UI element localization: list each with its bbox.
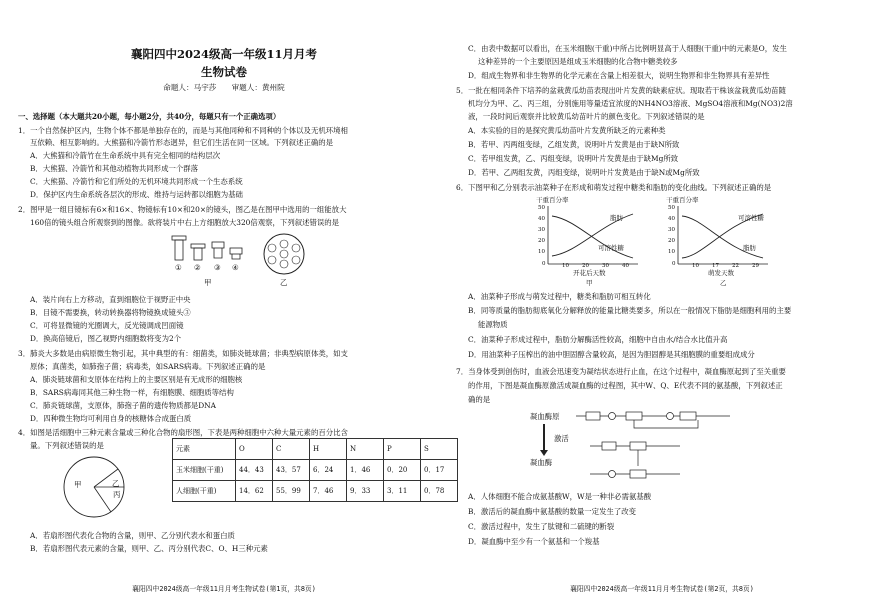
q6-option-a: A．油菜种子形成与萌发过程中，糖类和脂肪可相互转化 (468, 292, 651, 301)
table-header-row (173, 439, 458, 460)
figure-caption-yi: 乙 (280, 278, 288, 287)
tick-label: 40 (622, 263, 629, 269)
q2-stem-line: 160倍的镜头组合所观察到的图像。欲将装片中右上方细胞放大320倍观察，下列叙述错误的是 (30, 218, 340, 227)
tick-label: 40 (538, 216, 545, 222)
chart-a-caption: 甲 (586, 279, 593, 287)
label-prothrombin: 凝血酶原 (530, 412, 560, 421)
q6-option-d: D．用油菜种子压榨出的油中胆固醇含量较高，是因为胆固醇是其细胞膜的重要组成成分 (468, 350, 755, 359)
microscope-figure (164, 232, 314, 290)
exam-authors: 命题人：马宇莎 审题人：黄州院 (163, 83, 285, 92)
tick-label: 20 (668, 238, 675, 244)
tick-label: 20 (538, 238, 545, 244)
table-cell: 人细胞(干重) (173, 481, 236, 502)
q4-option-c-cont: 这种差异的一个主要原因是组成玉米细胞的化合物中糖类较多 (478, 57, 678, 66)
table-cell: 0．78 (421, 481, 458, 502)
tick-label: 30 (538, 227, 545, 233)
tick-label: 40 (668, 216, 675, 222)
q3-option-a: A．肺炎链球菌和支原体在结构上的主要区别是有无成形的细胞核 (30, 375, 243, 384)
page-footer-2: 襄阳四中2024级高一年级11月月考生物试卷(第2页，共8页) (570, 585, 754, 593)
pie-chart (56, 452, 136, 522)
q6-option-c: C．油菜种子形成过程中，脂肪分解酶活性较高，细胞中自由水/结合水比值升高 (468, 335, 728, 344)
chart-b-curve1: 可溶性糖 (738, 214, 764, 222)
tick-label: 17 (712, 263, 719, 269)
tick-label: 10 (538, 249, 545, 255)
q4-option-b: B．若扇形图代表元素的含量，则甲、乙、丙分别代表C、O、H三种元素 (30, 544, 268, 553)
table-cell: 6．24 (310, 460, 347, 481)
table-cell: 44．43 (236, 460, 273, 481)
q7-option-b: B．激活后的凝血酶中氨基酸的数量一定发生了改变 (468, 507, 637, 516)
lens-drawing (164, 232, 314, 290)
table-cell: 9．33 (347, 481, 384, 502)
table-cell: 7．46 (310, 481, 347, 502)
left-page (14, 0, 445, 602)
table-row (173, 460, 458, 481)
q7-stem-line: 的作用，下图是凝血酶原激活成凝血酶的过程图，其中W、Q、E代表不同的氨基酸，下列叙述正 (468, 381, 783, 390)
q5-option-c: C．若甲组发黄，乙、丙组变绿，说明叶片发黄是由于缺Mg所致 (468, 154, 679, 163)
table-cell: 55．99 (273, 481, 310, 502)
tick-label: 20 (582, 263, 589, 269)
q4-stem-line: 4．如图是活细胞中三种元素含量或三种化合物的扇形图，下表是两种细胞中六种大量元素的百分比含 (18, 428, 348, 437)
tick-label: 10 (562, 263, 569, 269)
label-thrombin: 凝血酶 (530, 458, 553, 467)
tick-label: 50 (668, 205, 675, 211)
exam-subtitle: 生物试卷 (201, 65, 247, 79)
tick-label: 50 (538, 205, 545, 211)
q1-option-a: A．大熊猫和冷箭竹在生命系统中具有完全相同的结构层次 (30, 151, 221, 160)
curve-charts (528, 196, 788, 290)
chart-b-ylabel: 干重百分率 (666, 196, 699, 204)
pie-figure (56, 452, 136, 522)
table-cell: 14．62 (236, 481, 273, 502)
q6-option-b: B．同等质量的脂肪彻底氧化分解释放的能量比糖类要多，所以在一般情况下脂肪是细胞利用的主要 (468, 306, 792, 315)
q6-stem-line: 6．下图甲和乙分别表示油菜种子在形成和萌发过程中糖类和脂肪的变化曲线。下列叙述正确的是 (456, 183, 772, 192)
table-cell: 1．46 (347, 460, 384, 481)
tick-label: 10 (692, 263, 699, 269)
table-header-cell: H (310, 439, 347, 460)
q5-option-b: B．若甲、丙两组变绿，乙组发黄，说明叶片发黄是由于缺N所致 (468, 140, 680, 149)
q4-option-d: D．组成生物界和非生物界的化学元素在含量上相差很大，说明生物界和非生物界具有差异性 (468, 71, 770, 80)
tick-label: 29 (752, 263, 759, 269)
table-row (173, 481, 458, 502)
chart-b-caption: 乙 (720, 279, 727, 287)
tick-label: 22 (732, 263, 739, 269)
oilseed-charts (528, 196, 788, 290)
q2-option-b: B．目镜不需要换，转动转换器将物镜换成镜头③ (30, 308, 191, 317)
table-header-cell: N (347, 439, 384, 460)
q3-option-c: C．肺炎链球菌，支原体，肺孢子菌的遗传物质都是DNA (30, 401, 216, 410)
q4-option-a: A．若扇形图代表化合物的含量，则甲、乙分别代表水和蛋白质 (30, 531, 235, 540)
q5-stem-line: 5．一批在相同条件下培养的盆栽黄瓜幼苗表现出叶片发黄的缺素症状。现取若干株该盆栽黄瓜幼苗随 (456, 86, 786, 95)
q2-stem-line: 2．图甲是一组目镜标有6×和16×、物镜标有10×和20×的镜头，图乙是在图甲中选用的一组能放大 (18, 205, 347, 214)
lens-label: ④ (232, 263, 239, 272)
table-header-cell: 元素 (173, 439, 236, 460)
tick-label: 30 (668, 227, 675, 233)
q3-option-d: D．四种微生物均可利用自身的核糖体合成蛋白质 (30, 414, 192, 423)
q5-option-d: D．若甲、乙两组发黄，丙组变绿，说明叶片发黄是由于缺N或Mg所致 (468, 168, 700, 177)
lens-label: ② (194, 263, 201, 272)
table-header-cell: C (273, 439, 310, 460)
chart-a-xlabel: 开花后天数 (573, 269, 606, 277)
q6-option-b-cont: 能源物质 (478, 320, 508, 329)
chart-a-curve1: 脂肪 (610, 214, 623, 222)
q7-stem-line: 确的是 (468, 395, 491, 404)
exam-title: 襄阳四中2024级高一年级11月月考 (130, 47, 317, 61)
q1-stem-line: 互依赖、相互影响的。大熊猫和冷箭竹形态迥异，但它们生活在同一区域。下列叙述正确的是 (30, 138, 334, 147)
label-activation: 激活 (554, 434, 569, 443)
q1-option-d: D．保护区内生命系统各层次的形成、维持与运转都以细胞为基础 (30, 190, 243, 199)
q7-option-a: A．人体细胞不能合成氨基酸W，W是一种非必需氨基酸 (468, 492, 652, 501)
q4-stem-line: 量。下列叙述错误的是 (30, 441, 104, 450)
q3-option-b: B．SARS病毒同其他三种生物一样，有细胞膜、细胞质等结构 (30, 388, 234, 397)
q7-option-c: C．激活过程中，发生了肽键和二硫键的断裂 (468, 522, 615, 531)
q5-option-a: A．本实验的目的是探究黄瓜幼苗叶片发黄所缺乏的元素种类 (468, 126, 666, 135)
q5-stem-line: 液，一段时间后观察并比较黄瓜幼苗叶片的颜色变化。下列叙述错误的是 (468, 112, 705, 121)
tick-label: 10 (668, 249, 675, 255)
pie-label-bing: 丙 (113, 490, 121, 499)
pie-label-jia: 甲 (74, 480, 82, 489)
q3-stem-line: 3．肺炎大多数是由病原微生物引起，其中典型的有：细菌类，如肺炎链球菌；非典型病原体类，如支 (18, 349, 348, 358)
section-heading: 一、选择题（本大题共20小题，每小题2分，共40分，每题只有一个正确选项） (18, 112, 281, 121)
tick-label: 30 (602, 263, 609, 269)
right-page (452, 0, 870, 602)
q2-option-c: C．可将显微镜的光圈调大，反光镜调成凹面镜 (30, 321, 184, 330)
chart-a-ylabel: 干重百分率 (536, 196, 569, 204)
q5-stem-line: 机均分为甲、乙、丙三组，分别施用等量适宜浓度的NH4NO3溶液、MgSO4溶液和Mg(NO3)2溶 (468, 99, 793, 108)
tick-label: 0 (542, 261, 546, 267)
lens-label: ① (175, 263, 182, 272)
table-header-cell: S (421, 439, 458, 460)
q2-option-a: A．装片向右上方移动，直到细胞位于视野正中央 (30, 295, 191, 304)
q3-stem-line: 原体；真菌类，如肺孢子菌；病毒类，如SARS病毒。下列叙述正确的是 (30, 362, 266, 371)
table-cell: 玉米细胞(干重) (173, 460, 236, 481)
q1-stem-line: 1．一个自然保护区内，生物个体不都是单独存在的，而是与其他同种和不同种的个体以及无机环境相 (18, 126, 348, 135)
q1-option-c: C．大熊猫、冷箭竹和它们所处的无机环境共同形成一个生态系统 (30, 177, 243, 186)
chart-b-curve2: 脂肪 (743, 244, 756, 252)
q1-option-b: B．大熊猫、冷箭竹和其他动植物共同形成一个群落 (30, 164, 199, 173)
table-header-cell: O (236, 439, 273, 460)
q7-stem-line: 7．当身体受到创伤时，血液会迅速变为凝结状态进行止血，在这个过程中，凝血酶原起到了至关重要 (456, 367, 786, 376)
tick-label: 0 (672, 261, 676, 267)
chart-b-xlabel: 萌发天数 (708, 269, 734, 277)
q7-option-d: D．凝血酶中至少有一个氨基和一个羧基 (468, 537, 600, 546)
page-footer-1: 襄阳四中2024级高一年级11月月考生物试卷(第1页，共8页) (132, 585, 316, 593)
q4-option-c: C．由表中数据可以看出，在玉米细胞(干重)中所占比例明显高于人细胞(干重)中的元素是O，发生 (468, 44, 787, 53)
prothrombin-diagram (530, 404, 770, 486)
table-cell: 0．17 (421, 460, 458, 481)
table-cell: 43．57 (273, 460, 310, 481)
lens-label: ③ (214, 263, 221, 272)
table-cell: 3．11 (384, 481, 421, 502)
table-cell: 0．20 (384, 460, 421, 481)
chart-a-curve2: 可溶性糖 (598, 244, 624, 252)
q2-option-d: D．换高倍镜后，图乙视野内细胞数将变为2个 (30, 334, 182, 343)
peptide-chains (530, 404, 770, 486)
figure-caption-jia: 甲 (204, 278, 212, 287)
table-header-cell: P (384, 439, 421, 460)
pie-label-yi: 乙 (112, 479, 120, 488)
element-table (172, 438, 458, 502)
